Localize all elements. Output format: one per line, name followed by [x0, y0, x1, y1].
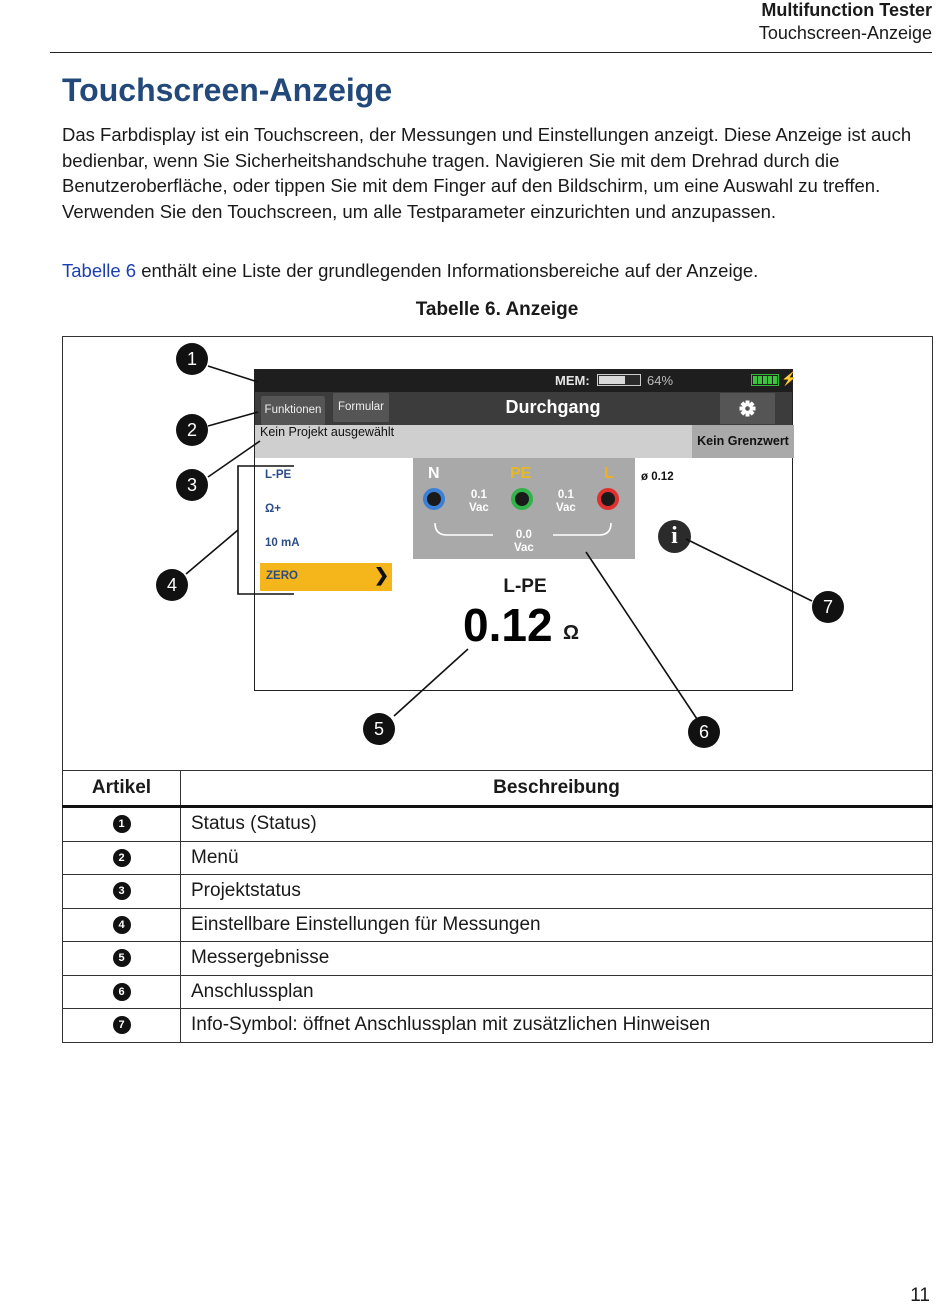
- chevron-right-icon: ❯: [374, 565, 390, 585]
- table-row: [63, 841, 933, 875]
- table-reference-paragraph: [62, 258, 934, 284]
- voltage-n-pe: 0.1 Vac: [469, 489, 489, 514]
- item-number-badge: 1: [113, 815, 131, 833]
- settings-button[interactable]: [720, 393, 775, 424]
- header-section: Touchscreen-Anzeige: [758, 23, 932, 43]
- item-number-badge: 7: [113, 1016, 131, 1034]
- menu-bar: [255, 392, 792, 425]
- memory-percent: 64%: [647, 373, 674, 388]
- table-row: [63, 908, 933, 942]
- callout-2: 2: [176, 414, 208, 446]
- table-6-link[interactable]: Tabelle 6: [62, 260, 137, 281]
- callout-5: 5: [363, 713, 395, 745]
- row-description: Menü: [181, 841, 933, 875]
- info-icon[interactable]: i: [658, 520, 691, 553]
- project-status-bar: [255, 425, 792, 458]
- result-unit: Ω: [563, 622, 580, 644]
- row-description: Anschlussplan: [181, 975, 933, 1009]
- table-reference-text: enthält eine Liste der grundlegenden Informationsbereiche auf der Anzeige.: [136, 260, 759, 281]
- table-row: [63, 1009, 933, 1043]
- charging-icon: ⚡: [781, 371, 798, 386]
- result-value: 0.12: [463, 599, 553, 651]
- callout-3: 3: [176, 469, 208, 501]
- callout-4: 4: [156, 569, 188, 601]
- table-row: [63, 807, 933, 842]
- item-number-badge: 4: [113, 916, 131, 934]
- callout-6: 6: [688, 716, 720, 748]
- row-description: Projektstatus: [181, 875, 933, 909]
- table-caption: Tabelle 6. Anzeige: [415, 299, 579, 320]
- table-row: [63, 875, 933, 909]
- setting-connection[interactable]: L-PE: [265, 469, 292, 481]
- memory-label: MEM:: [555, 373, 590, 388]
- zero-button[interactable]: [260, 563, 392, 591]
- terminal-l-label: L: [604, 465, 614, 482]
- item-number-badge: 5: [113, 949, 131, 967]
- callout-7: 7: [812, 591, 844, 623]
- device-screen: [254, 369, 798, 691]
- table-row: [63, 975, 933, 1009]
- callout-1: 1: [176, 343, 208, 375]
- row-description: Status (Status): [181, 807, 933, 842]
- gear-icon: [720, 393, 775, 424]
- status-bar: [255, 370, 798, 392]
- description-table: [62, 770, 933, 1043]
- item-number-badge: 3: [113, 882, 131, 900]
- form-button[interactable]: Formular: [333, 393, 389, 422]
- page-title: Touchscreen-Anzeige: [62, 72, 393, 108]
- row-description: Einstellbare Einstellungen für Messungen: [181, 908, 933, 942]
- connection-bracket: [413, 458, 635, 559]
- average-value: ø 0.12: [641, 471, 674, 483]
- result-label: L-PE: [503, 576, 547, 597]
- connection-diagram[interactable]: [413, 458, 635, 559]
- column-header-description: Beschreibung: [181, 771, 933, 807]
- header-product: Multifunction Tester: [761, 0, 932, 20]
- function-title: Durchgang: [505, 397, 601, 417]
- page-number: 11: [910, 1285, 930, 1306]
- item-number-badge: 6: [113, 983, 131, 1001]
- terminal-pe-label: PE: [510, 465, 532, 482]
- memory-bar: [597, 374, 641, 386]
- voltage-pe-l: 0.1 Vac: [556, 489, 576, 514]
- header-rule: [50, 52, 932, 53]
- row-description: Messergebnisse: [181, 942, 933, 976]
- intro-paragraph: Das Farbdisplay ist ein Touchscreen, der Messungen und Einstellungen anzeigt. Diese Anzeige ist auch bedienbar, wenn Sie Sicherheitshandschuhe tragen. Navigieren Sie mit dem Drehrad durch die Benutzeroberfläche, oder tippen Sie mit dem Finger auf den Bildschirm, um eine Auswahl zu treffen. Verwenden Sie den Touchscreen, um alle Testparameter einzurichten und anzupassen.: [62, 124, 912, 222]
- item-number-badge: 2: [113, 849, 131, 867]
- column-header-item: Artikel: [63, 771, 181, 807]
- battery-icon: [751, 374, 779, 386]
- row-description: Info-Symbol: öffnet Anschlussplan mit zusätzlichen Hinweisen: [181, 1009, 933, 1043]
- setting-mode[interactable]: Ω+: [265, 503, 281, 515]
- limit-button[interactable]: Kein Grenzwert: [692, 425, 794, 458]
- table-row: [63, 942, 933, 976]
- project-status: Kein Projekt ausgewählt: [260, 425, 395, 439]
- memory-bar-fill: [599, 376, 625, 384]
- setting-current[interactable]: 10 mA: [265, 537, 300, 549]
- terminal-n-label: N: [428, 465, 440, 482]
- zero-label: ZERO: [266, 570, 298, 582]
- voltage-n-l: 0.0 Vac: [514, 529, 534, 554]
- functions-button[interactable]: Funktionen: [261, 396, 325, 425]
